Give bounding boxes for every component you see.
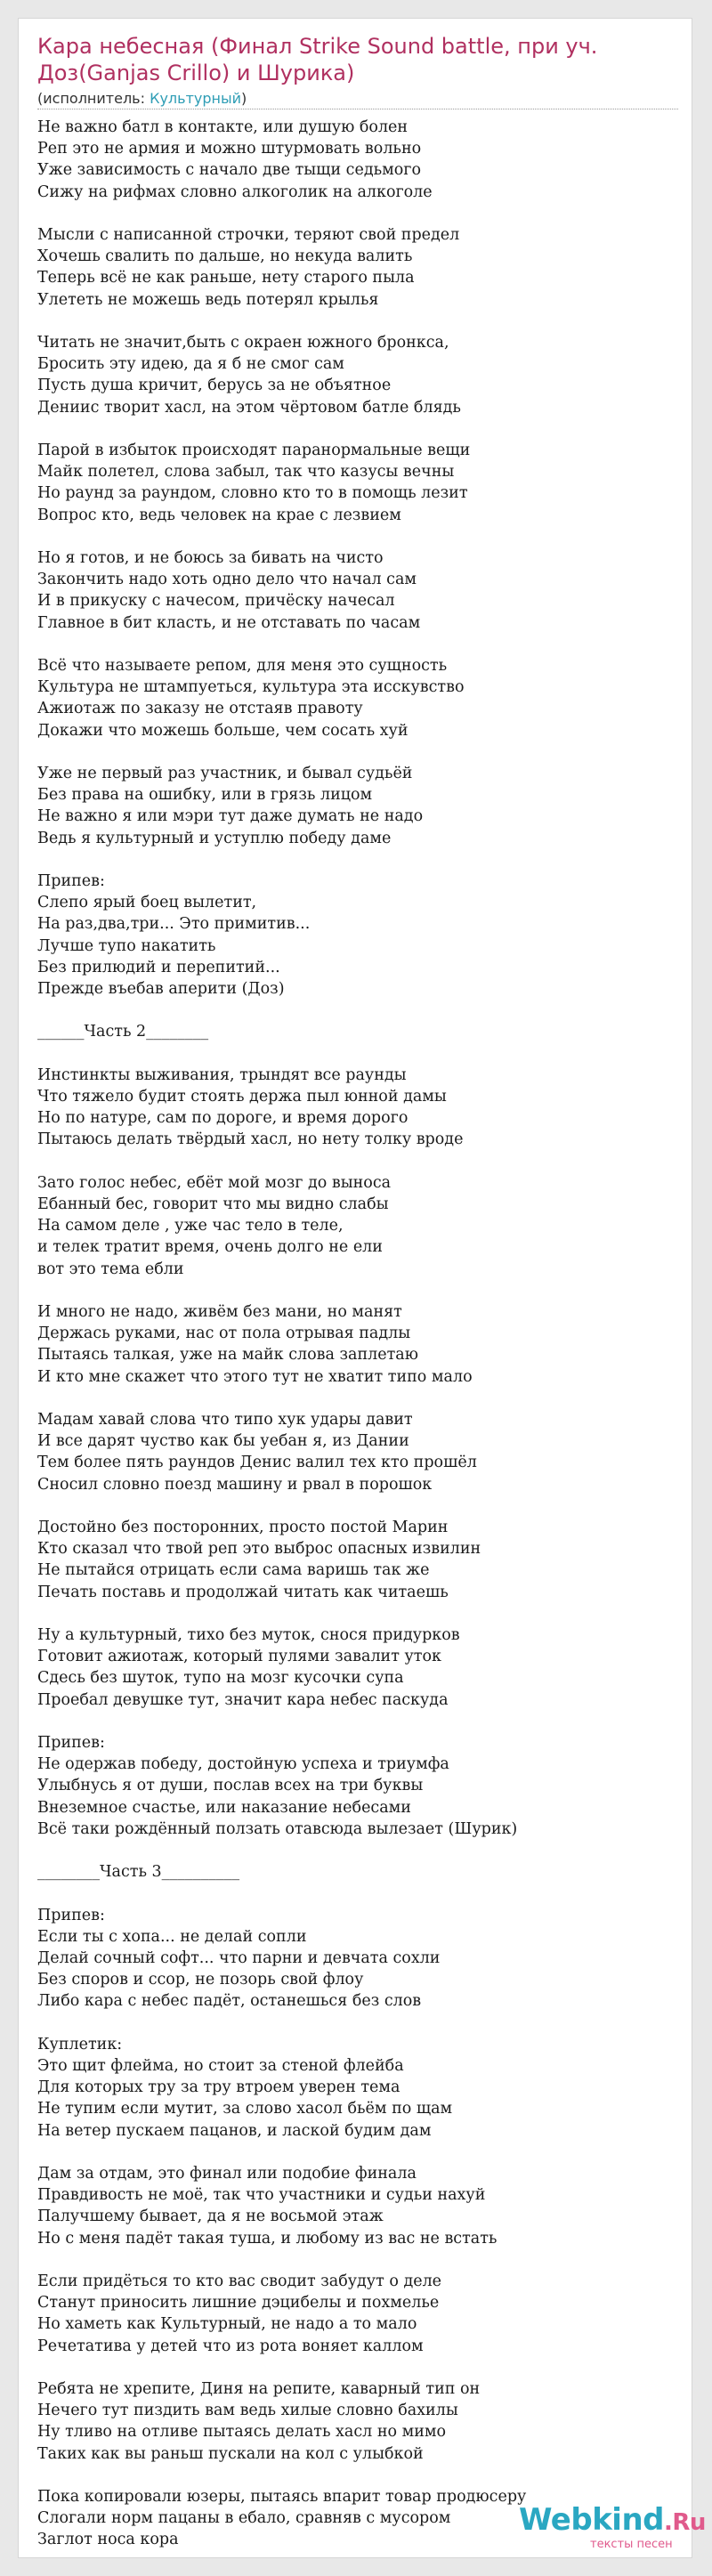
performer-suffix: ) <box>241 90 247 107</box>
lyrics-line: И в прикуску с начесом, причёску начесал <box>37 592 395 611</box>
lyrics-stanza <box>37 2163 683 2249</box>
lyrics-line: Не тупим если мутит, за слово хасол бьём по щам <box>37 2100 453 2118</box>
lyrics-line: Реп это не армия и можно штурмовать вольно <box>37 140 422 158</box>
lyrics-line: Речетатива у детей что из рота воняет каллом <box>37 2337 424 2355</box>
lyrics-line: Без прилюдий и перепитий... <box>37 958 280 976</box>
lyrics-line: Теперь всё не как раньше, нету старого пыла <box>37 269 415 288</box>
lyrics-line: Дениис творит хасл, на этом чёртовом батле блядь <box>37 398 461 417</box>
song-title: Кара небесная (Финал Strike Sound battle, при уч. Доз(Ganjas Crillo) и Шурика) <box>37 34 598 85</box>
logo-word: Webkind <box>519 2502 664 2538</box>
lyrics-line: Хочешь свалить по дальше, но некуда валить <box>37 247 413 266</box>
lyrics-line: Улыбнусь я от души, послав всех на три буквы <box>37 1777 424 1795</box>
lyrics-line: Докажи что можешь больше, чем сосать хуй <box>37 721 409 740</box>
lyrics-line: Мадам хавай слова что типо хук удары давит <box>37 1411 413 1429</box>
lyrics-line: Куплетик: <box>37 2035 123 2054</box>
lyrics-line: И кто мне скажет что этого тут не хватит типо мало <box>37 1367 473 1386</box>
lyrics-line: Но раунд за раундом, словно кто то в помощь лезит <box>37 484 468 503</box>
lyrics-line: Припев: <box>37 872 105 890</box>
lyrics-line: Ебанный бес, говорит что мы видно слабы <box>37 1195 389 1213</box>
lyrics-line: Пусть душа кричит, берусь за не объятное <box>37 377 392 395</box>
lyrics-line: Ведь я культурный и уступлю победу даме <box>37 829 392 847</box>
lyrics-line: Достойно без посторонних, просто постой Марин <box>37 1519 449 1536</box>
lyrics-line: Главное в бит класть, и не отставать по часам <box>37 613 421 632</box>
lyrics-line: Но по натуре, сам по дороге, и время дорого <box>37 1109 409 1128</box>
lyrics-stanza <box>37 2271 683 2357</box>
lyrics-line: Для которых тру за тру втроем уверен тема <box>37 2078 400 2097</box>
lyrics-line: ________Часть 3__________ <box>37 1863 240 1882</box>
lyrics-line: Читать не значит,быть с окраен южного бронкса, <box>37 334 449 352</box>
lyrics-stanza <box>37 763 683 849</box>
lyrics-line: Пытаясь талкая, уже на майк слова заплетаю <box>37 1346 418 1365</box>
lyrics-line: Слогали норм пацаны в ебало, сравняв с мусором <box>37 2509 451 2528</box>
lyrics-line: Уже зависимость с начало две тыщи седьмого <box>37 161 421 180</box>
lyrics-line: Пытаюсь делать твёрдый хасл, но нету толку вроде <box>37 1130 464 1149</box>
lyrics-stanza <box>37 1021 683 1042</box>
lyrics-line: Припев: <box>37 1734 105 1752</box>
lyrics-stanza <box>37 440 683 526</box>
lyrics-stanza <box>37 1517 683 1603</box>
lyrics-stanza <box>37 2378 683 2465</box>
lyrics-line: Закончить надо хоть одно дело что начал сам <box>37 571 417 589</box>
lyrics-line: и телек тратит время, очень долго не ели <box>37 1238 383 1257</box>
lyrics-line: И все дарят чуство как бы уебан я, из Дании <box>37 1432 409 1451</box>
lyrics-line: Заглот носа кора <box>37 2531 179 2549</box>
lyrics-stanza <box>37 1861 683 1883</box>
lyrics-line: Инстинкты выживания, трындят все раунды <box>37 1065 407 1084</box>
logo-wordmark <box>519 2502 706 2540</box>
lyrics-line: Зато голос небес, ебёт мой мозг до выноса <box>37 1173 392 1192</box>
lyrics-line: Всё что называете репом, для меня это сущность <box>37 657 448 675</box>
lyrics-stanza <box>37 1065 683 1151</box>
lyrics-line: Сижу на рифмах словно алкоголик на алкоголе <box>37 182 433 201</box>
lyrics-stanza <box>37 871 683 1000</box>
lyrics-line: Если придёться то кто вас сводит забудут о деле <box>37 2272 442 2290</box>
lyrics-line: Сдесь без шуток, тупо на мозг кусочки супа <box>37 1669 404 1688</box>
lyrics-line: Делай сочный софт... что парни и девчата сохли <box>37 1949 441 1967</box>
performer-link[interactable]: Культурный <box>150 90 241 107</box>
lyrics-line: Что тяжело будит стоять держа пыл юнной дамы <box>37 1088 447 1106</box>
lyrics-stanza <box>37 224 683 311</box>
lyrics-line: Но я готов, и не боюсь за бивать на чисто <box>37 549 384 567</box>
logo-tld: .Ru <box>664 2509 706 2536</box>
lyrics-line: Сносил словно поезд машину и рвал в порошок <box>37 1475 433 1494</box>
lyrics-line: Пока копировали юзеры, пытаясь впарит товар продюсеру <box>37 2488 527 2506</box>
lyrics-line: Внеземное счастье, или наказание небесами <box>37 1798 411 1817</box>
lyrics-line: Палучшему бывает, да я не восьмой этаж <box>37 2207 384 2226</box>
lyrics-line: Нечего тут пиздить вам ведь хилые словно бахилы <box>37 2402 458 2420</box>
lyrics-stanza <box>37 1624 683 1711</box>
lyrics-body <box>37 117 683 2572</box>
lyrics-stanza <box>37 1905 683 2013</box>
lyrics-line: Либо кара с небес падёт, останешься без слов <box>37 1992 422 2011</box>
lyrics-stanza <box>37 1301 683 1388</box>
lyrics-card <box>18 18 706 2558</box>
lyrics-line: ______Часть 2________ <box>37 1023 209 1041</box>
lyrics-line: Готовит ажиотаж, который пулями завалит уток <box>37 1648 441 1666</box>
lyrics-stanza <box>37 547 683 634</box>
lyrics-line: Вопрос кто, ведь человек на крае с лезвием <box>37 506 401 524</box>
lyrics-line: Ну тливо на отливе пытаясь делать хасл но мимо <box>37 2423 447 2442</box>
lyrics-line: Прежде въебав аперити (Доз) <box>37 980 285 999</box>
lyrics-stanza <box>37 1409 683 1495</box>
lyrics-line: Дам за отдам, это финал или подобие финала <box>37 2165 417 2183</box>
lyrics-line: На самом деле , уже час тело в теле, <box>37 1217 344 1235</box>
lyrics-line: Станут приносить лишние дэцибелы и похмелье <box>37 2294 440 2313</box>
lyrics-stanza <box>37 1732 683 1840</box>
lyrics-line: Проебал девушке тут, значит кара небес паскуда <box>37 1690 449 1709</box>
lyrics-line: И много не надо, живём без мани, но манят <box>37 1303 402 1321</box>
lyrics-line: Печать поставь и продолжай читать как читаешь <box>37 1583 449 1601</box>
site-logo[interactable] <box>519 2502 706 2564</box>
lyrics-line: На ветер пускаем пацанов, и лаской будим дам <box>37 2121 432 2140</box>
lyrics-line: Таких как вы раньш пускали на кол с улыбкой <box>37 2444 424 2463</box>
lyrics-line: Уже не первый раз участник, и бывал судьёй <box>37 765 413 782</box>
lyrics-line: Парой в избыток происходят паранормальные вещи <box>37 441 471 459</box>
lyrics-line: Всё таки рождённый ползать отавсюда вылезает (Шурик) <box>37 1819 518 1838</box>
lyrics-line: Бросить эту идею, да я б не смог сам <box>37 355 344 374</box>
lyrics-stanza <box>37 2034 683 2142</box>
lyrics-line: вот это тема ебли <box>37 1260 184 1278</box>
lyrics-line: Но с меня падёт такая туша, и любому из вас не встать <box>37 2229 498 2248</box>
lyrics-line: Это щит флейма, но стоит за стеной флейба <box>37 2057 404 2075</box>
lyrics-line: Ажиотаж по заказу не отстаяв правоту <box>37 700 363 718</box>
lyrics-line: Но хаметь как Культурный, не надо а то мало <box>37 2315 417 2334</box>
lyrics-line: Не одержав победу, достойную успеха и триумфа <box>37 1755 449 1774</box>
lyrics-line: Тем более пять раундов Денис валил тех кто прошёл <box>37 1454 477 1472</box>
lyrics-line: Мысли с написанной строчки, теряют свой предел <box>37 226 460 244</box>
lyrics-line: Не важно я или мэри тут даже думать не надо <box>37 807 424 826</box>
lyrics-line: Культура не штампуеться, культура эта исскувство <box>37 678 465 697</box>
lyrics-line: Держась руками, нас от пола отрывая падлы <box>37 1324 411 1343</box>
lyrics-stanza <box>37 117 683 203</box>
lyrics-stanza <box>37 332 683 418</box>
lyrics-line: Лучше тупо накатить <box>37 936 216 955</box>
lyrics-line: Слепо ярый боец вылетит, <box>37 894 257 912</box>
lyrics-line: Припев: <box>37 1906 105 1924</box>
lyrics-stanza <box>37 655 683 741</box>
lyrics-line: Ребята не хрепите, Диня на репите, каварный тип он <box>37 2380 481 2398</box>
lyrics-line: Если ты с хопа... не делай сопли <box>37 1927 307 1946</box>
lyrics-line: Кто сказал что твой реп это выброс опасных извилин <box>37 1540 481 1559</box>
performer-prefix: (исполнитель: <box>37 90 150 107</box>
lyrics-line: Не пытайся отрицать если сама варишь так же <box>37 1561 430 1580</box>
performer-line <box>37 90 678 109</box>
lyrics-stanza <box>37 1172 683 1280</box>
lyrics-line: На раз,два,три... Это примитив... <box>37 915 311 934</box>
lyrics-line: Не важно батл в контакте, или душую болен <box>37 118 409 136</box>
lyrics-line: Правдивость не моё, так что участники и судьи нахуй <box>37 2186 486 2205</box>
lyrics-line: Ну а культурный, тихо без муток, снося придурков <box>37 1626 460 1644</box>
lyrics-line: Майк полетел, слова забыл, так что казусы вечны <box>37 463 455 482</box>
lyrics-line: Без споров и ссор, не позорь свой флоу <box>37 1971 364 1989</box>
logo-subtitle: тексты песен <box>590 2538 673 2551</box>
lyrics-line: Без права на ошибку, или в грязь лицом <box>37 786 373 805</box>
lyrics-line: Улететь не можешь ведь потерял крылья <box>37 290 379 309</box>
